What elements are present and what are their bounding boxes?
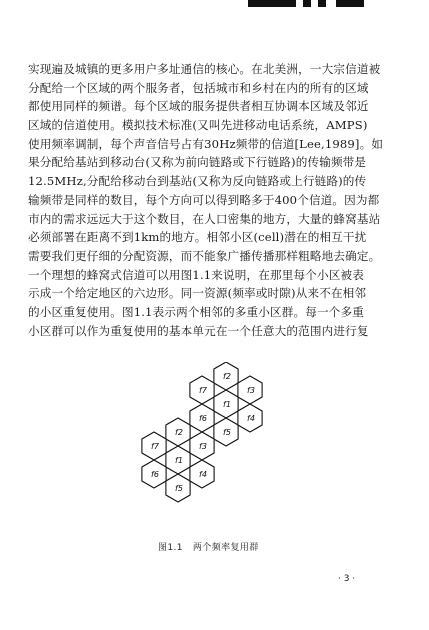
hex-cell — [190, 460, 214, 488]
text-line: 果分配给基站到移动台(又称为前向链路或下行链路)的传输频带是 — [28, 155, 367, 170]
text-line: 输频带是同样的数目，每个方向可以得到略多于400个信道。因为都 — [28, 192, 380, 207]
hex-cell — [238, 376, 262, 404]
text-line: 12.5MHz,分配给移动台到基站(又称为反向链路或上行链路)的传 — [28, 174, 367, 189]
hex-cell — [214, 418, 238, 446]
hex-cell — [214, 362, 238, 390]
cell-label: f2 — [175, 428, 183, 437]
figure-number: 图1.1 — [158, 543, 183, 553]
text-line: 的小区重复使用。图1.1表示两个相邻的多重小区群。每一个多重 — [28, 304, 364, 319]
page-number: · 3 · — [338, 574, 356, 584]
cell-label: f3 — [199, 442, 207, 451]
scan-mark — [318, 0, 326, 7]
hex-cell — [142, 460, 166, 488]
cell-label: f7 — [151, 442, 159, 451]
text-line: 小区群可以作为重复使用的基本单元在一个任意大的范围内进行复 — [28, 323, 369, 338]
cell-label: f1 — [223, 400, 231, 409]
cell-label: f3 — [247, 386, 255, 395]
cell-label: f4 — [247, 414, 255, 423]
hexagon-cell-cluster-diagram — [118, 362, 288, 522]
cell-label: f6 — [199, 414, 207, 423]
cell-label: f6 — [151, 470, 159, 479]
hex-cell — [166, 446, 190, 474]
text-line: 使用频率调制，每个声音信号占有30Hz频带的信道[Lee,1989]。如 — [28, 136, 384, 151]
figure-caption — [158, 540, 269, 553]
scan-mark — [303, 0, 311, 7]
scan-mark — [336, 0, 364, 7]
hex-cell — [166, 418, 190, 446]
scan-top-edge — [0, 0, 429, 8]
figure-title: 两个频率复用群 — [192, 543, 259, 553]
cell-label: f7 — [199, 386, 207, 395]
text-line: 实现遍及城镇的更多用户多址通信的核心。在北美洲，一大宗信道被 — [28, 62, 381, 76]
text-line: 市内的需求远远大于这个数目，在人口密集的地方，大量的蜂窝基站 — [28, 211, 381, 226]
body-text — [28, 60, 408, 340]
hex-cell — [190, 376, 214, 404]
hex-cell — [214, 390, 238, 418]
text-line: 必须部署在距离不到1km的地方。相邻小区(cell)潜在的相互干扰 — [28, 230, 367, 245]
cell-label: f4 — [199, 470, 207, 479]
cell-label: f5 — [175, 484, 183, 493]
hex-cell — [190, 432, 214, 460]
hex-cell — [166, 474, 190, 502]
text-line: 区域的信道使用。模拟技术标准(又叫先进移动电话系统，AMPS) — [28, 118, 368, 133]
text-line: 都使用同样的频谱。每个区域的服务提供者相互协调本区域及邻近 — [28, 99, 369, 114]
cell-label: f1 — [175, 456, 183, 465]
text-line: 示成一个给定地区的六边形。同一资源(频率或时隙)从来不在相邻 — [28, 286, 367, 301]
hex-cell — [190, 404, 214, 432]
text-line: 需要我们更仔细的分配资源，而不能象广播传播那样粗略地去确定。 — [28, 248, 381, 263]
hex-cell — [238, 404, 262, 432]
text-line: 分配给一个区域的两个服务者，包括城市和乡村在内的所有的区域 — [28, 80, 369, 95]
hex-cell — [142, 432, 166, 460]
text-line: 一个理想的蜂窝式信道可以用图1.1来说明，在那里每个小区被表 — [28, 267, 364, 282]
scan-mark — [248, 0, 296, 7]
cell-label: f2 — [223, 372, 231, 381]
cell-label: f5 — [223, 428, 231, 437]
